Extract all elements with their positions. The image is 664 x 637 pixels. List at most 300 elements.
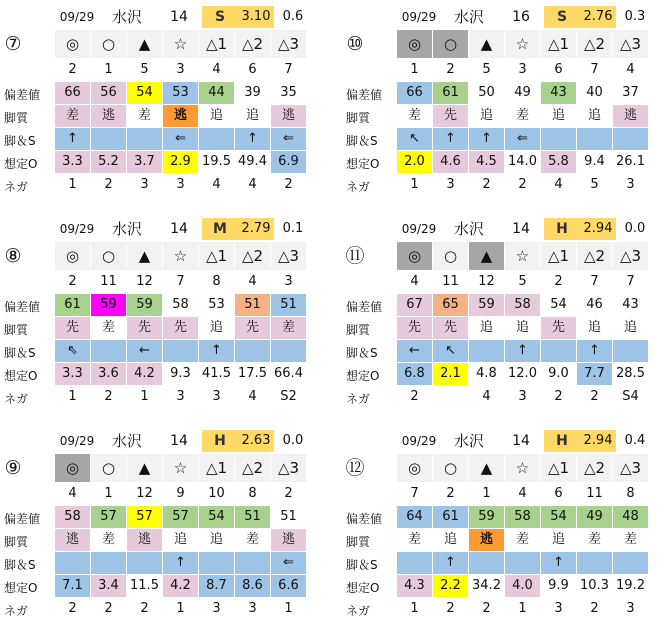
prediction-grid xyxy=(55,454,308,621)
negative-cell: 1 xyxy=(127,386,163,408)
deviation-cell: 58 xyxy=(505,294,541,316)
negative-cell: 2 xyxy=(55,598,91,620)
panel-header xyxy=(0,216,320,242)
row-label-hensa: 偏差値 xyxy=(346,300,383,314)
leg-speed-cell: ⇐ xyxy=(505,128,541,150)
mark-cell: △3 xyxy=(271,242,307,270)
mark-cell: ◎ xyxy=(55,242,91,270)
horse-number-cell: 1 xyxy=(91,483,127,505)
deviation-row xyxy=(397,82,650,105)
deviation-row xyxy=(55,82,308,105)
mark-cell: ▲ xyxy=(469,454,505,482)
negative-cell: 3 xyxy=(127,174,163,196)
running-style-cell: 差 xyxy=(91,529,127,551)
deviation-cell: 54 xyxy=(127,82,163,104)
running-style-cell: 先 xyxy=(127,317,163,339)
mark-cell: ◎ xyxy=(55,454,91,482)
running-style-cell: 先 xyxy=(433,105,469,127)
running-style-cell: 差 xyxy=(505,529,541,551)
mark-cell: △2 xyxy=(235,454,271,482)
negative-cell: 3 xyxy=(433,174,469,196)
running-style-cell: 追 xyxy=(577,105,613,127)
negative-cell: 1 xyxy=(397,598,433,620)
race-panel xyxy=(0,428,320,636)
leg-speed-cell: ↑ xyxy=(505,340,541,362)
expected-odds-cell: 17.5 xyxy=(235,363,271,385)
horse-number-row xyxy=(397,59,650,82)
leg-speed-cell xyxy=(397,552,433,574)
horse-number-cell: 12 xyxy=(127,483,163,505)
row-label-nega: ネガ xyxy=(4,180,29,194)
horse-number-cell: 4 xyxy=(235,271,271,293)
horse-number-cell: 3 xyxy=(163,59,199,81)
leg-speed-cell: ↖ xyxy=(433,340,469,362)
deviation-cell: 57 xyxy=(127,506,163,528)
horse-number-cell: 12 xyxy=(127,271,163,293)
running-style-cell: 追 xyxy=(505,317,541,339)
expected-odds-cell: 26.1 xyxy=(613,151,649,173)
field-size: 14 xyxy=(512,221,530,237)
expected-odds-cell: 4.5 xyxy=(469,151,505,173)
leg-speed-row xyxy=(55,552,308,575)
horse-number-cell: 8 xyxy=(235,483,271,505)
row-label-kyakushitsu: 脚質 xyxy=(346,535,371,549)
deviation-cell: 46 xyxy=(577,294,613,316)
deviation-cell: 66 xyxy=(55,82,91,104)
leg-speed-cell xyxy=(469,552,505,574)
horse-number-cell: 2 xyxy=(541,271,577,293)
running-style-cell: 差 xyxy=(127,105,163,127)
running-style-cell: 先 xyxy=(235,317,271,339)
score-diff: 0.6 xyxy=(282,9,304,24)
leg-speed-cell xyxy=(613,128,649,150)
expected-odds-cell: 4.6 xyxy=(433,151,469,173)
prediction-grid xyxy=(55,30,308,197)
expected-odds-cell: 49.4 xyxy=(235,151,271,173)
row-label-kyaku_s: 脚＆S xyxy=(346,558,378,572)
deviation-cell: 61 xyxy=(55,294,91,316)
deviation-cell: 59 xyxy=(469,506,505,528)
course-name: 水沢 xyxy=(453,8,484,26)
race-date: 09/29 xyxy=(401,434,437,448)
negative-cell: 4 xyxy=(235,386,271,408)
race-number: ⑪ xyxy=(345,245,365,267)
deviation-cell: 54 xyxy=(199,506,235,528)
expected-odds-cell: 9.3 xyxy=(163,363,199,385)
horse-number-cell: 4 xyxy=(199,59,235,81)
leg-speed-row xyxy=(55,128,308,151)
horse-number-cell: 5 xyxy=(127,59,163,81)
negative-cell: 2 xyxy=(469,174,505,196)
running-style-cell: 追 xyxy=(199,105,235,127)
horse-number-cell: 7 xyxy=(271,59,307,81)
expected-odds-cell: 9.4 xyxy=(577,151,613,173)
horse-number-cell: 6 xyxy=(235,59,271,81)
race-number: ⑫ xyxy=(345,457,365,479)
deviation-cell: 40 xyxy=(577,82,613,104)
race-panel xyxy=(342,216,662,424)
horse-number-cell: 2 xyxy=(271,483,307,505)
running-style-cell: 追 xyxy=(469,105,505,127)
row-label-kyaku_s: 脚＆S xyxy=(346,134,378,148)
panel-header xyxy=(342,216,662,242)
race-panel xyxy=(342,428,662,636)
running-style-cell: 先 xyxy=(397,317,433,339)
horse-number-cell: 8 xyxy=(199,271,235,293)
row-label-kyakushitsu: 脚質 xyxy=(4,535,29,549)
leg-speed-cell: ↑ xyxy=(163,552,199,574)
leg-speed-cell xyxy=(271,340,307,362)
mark-row xyxy=(397,242,650,271)
negative-cell: 2 xyxy=(433,598,469,620)
mark-cell: △1 xyxy=(541,242,577,270)
expected-odds-cell: 7.1 xyxy=(55,575,91,597)
running-style-cell: 追 xyxy=(433,529,469,551)
negative-cell: S4 xyxy=(613,386,649,408)
leg-speed-cell xyxy=(91,340,127,362)
running-style-cell: 逃 xyxy=(613,105,649,127)
running-style-cell: 差 xyxy=(397,529,433,551)
expected-odds-row xyxy=(55,575,308,598)
race-date: 09/29 xyxy=(59,434,95,448)
horse-number-cell: 7 xyxy=(613,271,649,293)
negative-cell: 1 xyxy=(271,598,307,620)
deviation-cell: 50 xyxy=(469,82,505,104)
running-style-cell: 差 xyxy=(577,529,613,551)
expected-odds-cell: 4.8 xyxy=(469,363,505,385)
negative-cell: 5 xyxy=(577,174,613,196)
leg-speed-cell: ↑ xyxy=(55,128,91,150)
deviation-cell: 35 xyxy=(271,82,307,104)
deviation-cell: 61 xyxy=(433,506,469,528)
deviation-cell: 48 xyxy=(613,506,649,528)
leg-speed-cell xyxy=(235,552,271,574)
horse-number-cell: 8 xyxy=(613,483,649,505)
mark-cell: △3 xyxy=(613,242,649,270)
row-label-nega: ネガ xyxy=(346,604,371,618)
running-style-row xyxy=(55,105,308,128)
deviation-row xyxy=(55,506,308,529)
row-label-sotei: 想定O xyxy=(4,157,38,171)
running-style-cell: 逃 xyxy=(91,105,127,127)
running-style-cell: 差 xyxy=(55,105,91,127)
horse-number-row xyxy=(397,271,650,294)
deviation-cell: 49 xyxy=(505,82,541,104)
horse-number-cell: 3 xyxy=(505,59,541,81)
race-score: 3.10 xyxy=(238,6,274,28)
deviation-cell: 65 xyxy=(433,294,469,316)
leg-speed-cell: ↖ xyxy=(397,128,433,150)
horse-number-cell: 7 xyxy=(163,271,199,293)
race-date: 09/29 xyxy=(59,10,95,24)
deviation-cell: 58 xyxy=(55,506,91,528)
row-label-nega: ネガ xyxy=(346,180,371,194)
row-label-nega: ネガ xyxy=(4,604,29,618)
mark-row xyxy=(397,30,650,59)
negative-cell: 3 xyxy=(163,386,199,408)
leg-speed-cell: ← xyxy=(397,340,433,362)
expected-odds-cell: 9.9 xyxy=(541,575,577,597)
row-label-nega: ネガ xyxy=(346,392,371,406)
running-style-row xyxy=(397,317,650,340)
horse-number-cell: 4 xyxy=(613,59,649,81)
expected-odds-cell: 41.5 xyxy=(199,363,235,385)
row-label-hensa: 偏差値 xyxy=(346,88,383,102)
mark-cell: ○ xyxy=(433,454,469,482)
expected-odds-cell: 3.3 xyxy=(55,363,91,385)
running-style-cell: 追 xyxy=(199,529,235,551)
running-style-row xyxy=(397,529,650,552)
deviation-cell: 59 xyxy=(469,294,505,316)
race-panel xyxy=(0,216,320,424)
negative-cell: 2 xyxy=(91,174,127,196)
mark-cell: ☆ xyxy=(163,454,199,482)
negative-row xyxy=(397,386,650,409)
running-style-cell: 逃 xyxy=(271,529,307,551)
race-score: 2.76 xyxy=(580,6,616,28)
expected-odds-cell: 3.7 xyxy=(127,151,163,173)
running-style-cell: 逃 xyxy=(55,529,91,551)
expected-odds-cell: 6.8 xyxy=(397,363,433,385)
race-score: 2.94 xyxy=(580,430,616,452)
negative-row xyxy=(55,386,308,409)
horse-number-cell: 2 xyxy=(55,271,91,293)
leg-speed-cell xyxy=(91,128,127,150)
deviation-cell: 51 xyxy=(271,294,307,316)
course-name: 水沢 xyxy=(111,220,142,238)
mark-cell: △1 xyxy=(199,30,235,58)
horse-number-row xyxy=(55,59,308,82)
deviation-cell: 43 xyxy=(541,82,577,104)
expected-odds-cell: 4.3 xyxy=(397,575,433,597)
race-panel xyxy=(342,4,662,212)
expected-odds-cell: 3.6 xyxy=(91,363,127,385)
running-style-cell: 差 xyxy=(613,529,649,551)
running-style-cell: 追 xyxy=(163,529,199,551)
expected-odds-cell: 28.5 xyxy=(613,363,649,385)
leg-speed-cell xyxy=(91,552,127,574)
race-grade: H xyxy=(202,430,238,452)
field-size: 14 xyxy=(170,221,188,237)
deviation-cell: 59 xyxy=(91,294,127,316)
mark-cell: ○ xyxy=(91,242,127,270)
negative-row xyxy=(397,174,650,197)
negative-cell: 3 xyxy=(235,598,271,620)
horse-number-cell: 4 xyxy=(55,483,91,505)
leg-speed-cell: ⇖ xyxy=(55,340,91,362)
row-label-hensa: 偏差値 xyxy=(4,88,41,102)
leg-speed-cell: ⇐ xyxy=(271,552,307,574)
deviation-cell: 57 xyxy=(91,506,127,528)
mark-cell: △3 xyxy=(613,454,649,482)
deviation-cell: 61 xyxy=(433,82,469,104)
mark-cell: △1 xyxy=(541,30,577,58)
deviation-cell: 54 xyxy=(541,294,577,316)
negative-cell: 2 xyxy=(127,598,163,620)
leg-speed-cell xyxy=(613,552,649,574)
negative-cell: 1 xyxy=(397,174,433,196)
mark-cell: △1 xyxy=(199,242,235,270)
mark-row xyxy=(397,454,650,483)
negative-cell: 3 xyxy=(199,598,235,620)
expected-odds-cell: 4.2 xyxy=(127,363,163,385)
mark-cell: △3 xyxy=(271,30,307,58)
race-number: ⑦ xyxy=(4,33,22,55)
leg-speed-row xyxy=(397,340,650,363)
horse-number-cell: 2 xyxy=(433,483,469,505)
negative-row xyxy=(55,598,308,621)
leg-speed-row xyxy=(397,128,650,151)
negative-cell: 2 xyxy=(469,598,505,620)
running-style-cell: 差 xyxy=(91,317,127,339)
horse-number-row xyxy=(55,483,308,506)
leg-speed-cell xyxy=(55,552,91,574)
expected-odds-row xyxy=(397,575,650,598)
negative-cell: 2 xyxy=(91,386,127,408)
race-score: 2.63 xyxy=(238,430,274,452)
horse-number-cell: 6 xyxy=(541,483,577,505)
mark-row xyxy=(55,30,308,59)
expected-odds-cell: 19.2 xyxy=(613,575,649,597)
expected-odds-cell: 2.1 xyxy=(433,363,469,385)
deviation-cell: 51 xyxy=(235,294,271,316)
deviation-cell: 57 xyxy=(163,506,199,528)
deviation-cell: 58 xyxy=(163,294,199,316)
horse-number-cell: 1 xyxy=(469,483,505,505)
running-style-cell: 差 xyxy=(235,529,271,551)
horse-number-cell: 11 xyxy=(433,271,469,293)
negative-cell: 3 xyxy=(163,174,199,196)
score-diff: 0.0 xyxy=(282,433,304,448)
negative-cell: 4 xyxy=(199,174,235,196)
horse-number-cell: 2 xyxy=(55,59,91,81)
deviation-cell: 64 xyxy=(397,506,433,528)
expected-odds-cell: 4.2 xyxy=(163,575,199,597)
mark-cell: △2 xyxy=(577,242,613,270)
horse-number-cell: 6 xyxy=(541,59,577,81)
leg-speed-cell: ↑ xyxy=(235,128,271,150)
expected-odds-row xyxy=(397,363,650,386)
row-label-sotei: 想定O xyxy=(346,369,380,383)
race-date: 09/29 xyxy=(401,10,437,24)
running-style-cell: 追 xyxy=(199,317,235,339)
negative-cell: 3 xyxy=(541,598,577,620)
deviation-cell: 49 xyxy=(577,506,613,528)
panel-header xyxy=(342,428,662,454)
mark-cell: △2 xyxy=(235,30,271,58)
score-diff: 0.3 xyxy=(624,9,646,24)
running-style-cell: 差 xyxy=(271,317,307,339)
leg-speed-cell xyxy=(577,552,613,574)
negative-cell: 1 xyxy=(55,174,91,196)
row-label-sotei: 想定O xyxy=(346,581,380,595)
leg-speed-cell: ↑ xyxy=(469,128,505,150)
running-style-cell: 先 xyxy=(163,317,199,339)
expected-odds-cell: 3.4 xyxy=(91,575,127,597)
expected-odds-cell: 12.0 xyxy=(505,363,541,385)
race-score: 2.94 xyxy=(580,218,616,240)
running-style-cell: 先 xyxy=(433,317,469,339)
race-score: 2.79 xyxy=(238,218,274,240)
expected-odds-cell: 8.6 xyxy=(235,575,271,597)
row-label-kyaku_s: 脚＆S xyxy=(346,346,378,360)
race-panel xyxy=(0,4,320,212)
horse-number-cell: 5 xyxy=(505,271,541,293)
row-label-kyaku_s: 脚＆S xyxy=(4,346,36,360)
horse-number-cell: 10 xyxy=(199,483,235,505)
field-size: 14 xyxy=(170,433,188,449)
deviation-cell: 39 xyxy=(235,82,271,104)
horse-number-cell: 1 xyxy=(397,59,433,81)
row-label-nega: ネガ xyxy=(4,392,29,406)
field-size: 14 xyxy=(512,433,530,449)
prediction-grid xyxy=(55,242,308,409)
negative-cell: 1 xyxy=(55,386,91,408)
deviation-cell: 51 xyxy=(271,506,307,528)
horse-number-cell: 11 xyxy=(577,483,613,505)
deviation-cell: 59 xyxy=(127,294,163,316)
leg-speed-cell xyxy=(127,128,163,150)
leg-speed-cell xyxy=(199,552,235,574)
running-style-row xyxy=(397,105,650,128)
horse-number-row xyxy=(55,271,308,294)
expected-odds-row xyxy=(55,151,308,174)
expected-odds-cell: 9.0 xyxy=(541,363,577,385)
row-label-kyakushitsu: 脚質 xyxy=(4,323,29,337)
negative-row xyxy=(55,174,308,197)
mark-cell: ◎ xyxy=(55,30,91,58)
leg-speed-cell xyxy=(127,552,163,574)
row-label-sotei: 想定O xyxy=(4,369,38,383)
row-label-kyakushitsu: 脚質 xyxy=(346,323,371,337)
leg-speed-cell xyxy=(469,340,505,362)
negative-cell xyxy=(433,386,469,408)
expected-odds-cell: 5.8 xyxy=(541,151,577,173)
expected-odds-cell: 2.9 xyxy=(163,151,199,173)
score-diff: 0.0 xyxy=(624,221,646,236)
deviation-cell: 66 xyxy=(397,82,433,104)
mark-cell: △3 xyxy=(271,454,307,482)
negative-cell: 3 xyxy=(505,386,541,408)
mark-cell: △2 xyxy=(577,454,613,482)
leg-speed-cell xyxy=(163,340,199,362)
deviation-row xyxy=(397,506,650,529)
race-date: 09/29 xyxy=(59,222,95,236)
panel-header xyxy=(0,428,320,454)
deviation-cell: 51 xyxy=(235,506,271,528)
leg-speed-cell xyxy=(541,340,577,362)
mark-row xyxy=(55,242,308,271)
leg-speed-cell xyxy=(235,340,271,362)
leg-speed-cell xyxy=(577,128,613,150)
deviation-cell: 53 xyxy=(199,294,235,316)
horse-number-cell: 7 xyxy=(397,483,433,505)
expected-odds-cell: 6.6 xyxy=(271,575,307,597)
expected-odds-cell: 19.5 xyxy=(199,151,235,173)
leg-speed-cell: ↑ xyxy=(433,552,469,574)
row-label-hensa: 偏差値 xyxy=(4,300,41,314)
negative-cell: 1 xyxy=(163,598,199,620)
row-label-sotei: 想定O xyxy=(4,581,38,595)
mark-cell: ○ xyxy=(433,30,469,58)
negative-cell: 3 xyxy=(613,598,649,620)
negative-cell: 2 xyxy=(397,386,433,408)
deviation-cell: 56 xyxy=(91,82,127,104)
deviation-cell: 54 xyxy=(541,506,577,528)
horse-number-cell: 4 xyxy=(397,271,433,293)
race-grade: S xyxy=(544,6,580,28)
race-number: ⑩ xyxy=(346,33,364,55)
